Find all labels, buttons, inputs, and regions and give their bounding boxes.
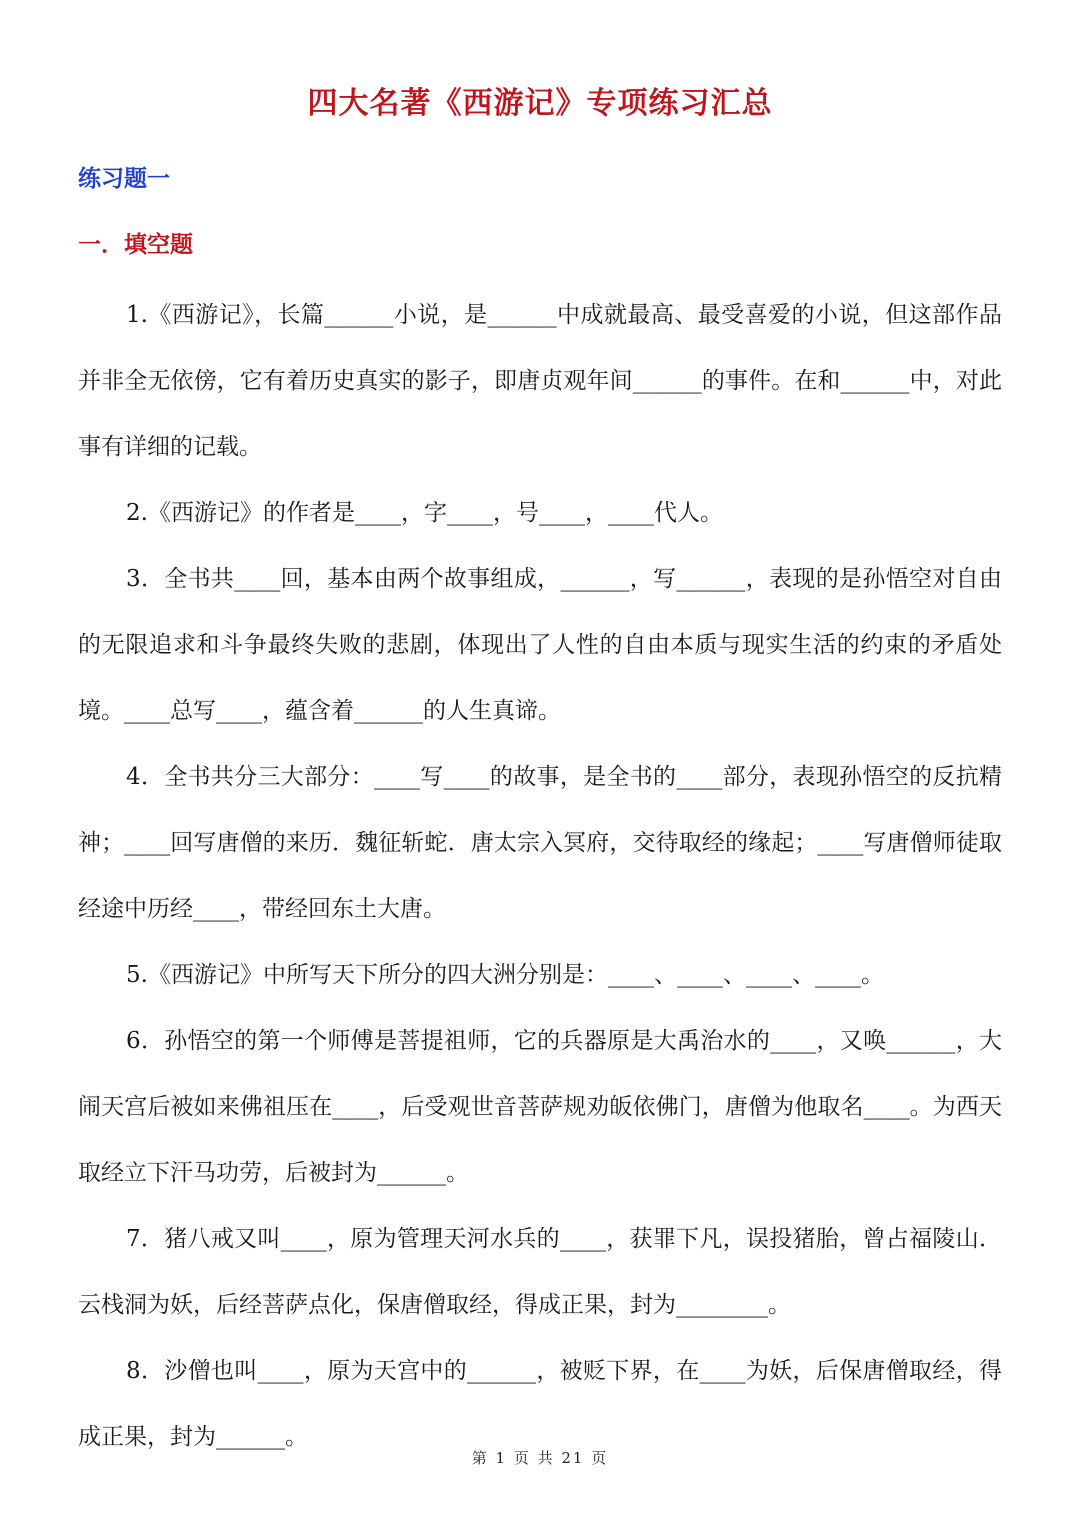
question-6: 6．孙悟空的第一个师傅是菩提祖师，它的兵器原是大禹治水的____，又唤______，大闹天宫后被如来佛祖压在____，后受观世音菩萨规劝皈依佛门，唐僧为他取名____。为西天取经立下汗马功劳，后被封为______。 [78, 1028, 1002, 1186]
question-1: 1.《西游记》，长篇______小说，是______中成就最高、最受喜爱的小说，但这部作品并非全无依傍，它有着历史真实的影子，即唐贞观年间______的事件。在和______中，对此事有详细的记载。 [78, 302, 1002, 460]
question-8: 8．沙僧也叫____，原为天宫中的______，被贬下界，在____为妖，后保唐僧取经，得成正果，封为______。 [78, 1358, 1002, 1450]
question-list [78, 282, 1002, 1470]
section-heading: 一．填空题 [78, 232, 193, 258]
question-7: 7．猪八戒又叫____，原为管理天河水兵的____，获罪下凡，误投猪胎，曾占福陵山．云栈洞为妖，后经菩萨点化，保唐僧取经，得成正果，封为________。 [78, 1226, 1002, 1318]
page-footer: 第 1 页 共 21 页 [471, 1449, 609, 1467]
question-4: 4．全书共分三大部分：____写____的故事，是全书的____部分，表现孙悟空的反抗精神；____回写唐僧的来历．魏征斩蛇．唐太宗入冥府，交待取经的缘起；____写唐僧师徒取经途中历经____，带经回东土大唐。 [78, 764, 1002, 922]
question-5: 5.《西游记》中所写天下所分的四大洲分别是：____、____、____、____。 [126, 962, 884, 988]
exercise-heading: 练习题一 [78, 166, 170, 192]
question-2: 2.《西游记》的作者是____，字____，号____，____代人。 [126, 500, 723, 526]
question-3: 3．全书共____回，基本由两个故事组成，______，写______，表现的是孙悟空对自由的无限追求和斗争最终失败的悲剧，体现出了人性的自由本质与现实生活的约束的矛盾处境。____总写____，蕴含着______的人生真谛。 [78, 566, 1002, 724]
document-title: 四大名著《西游记》专项练习汇总 [307, 86, 773, 121]
